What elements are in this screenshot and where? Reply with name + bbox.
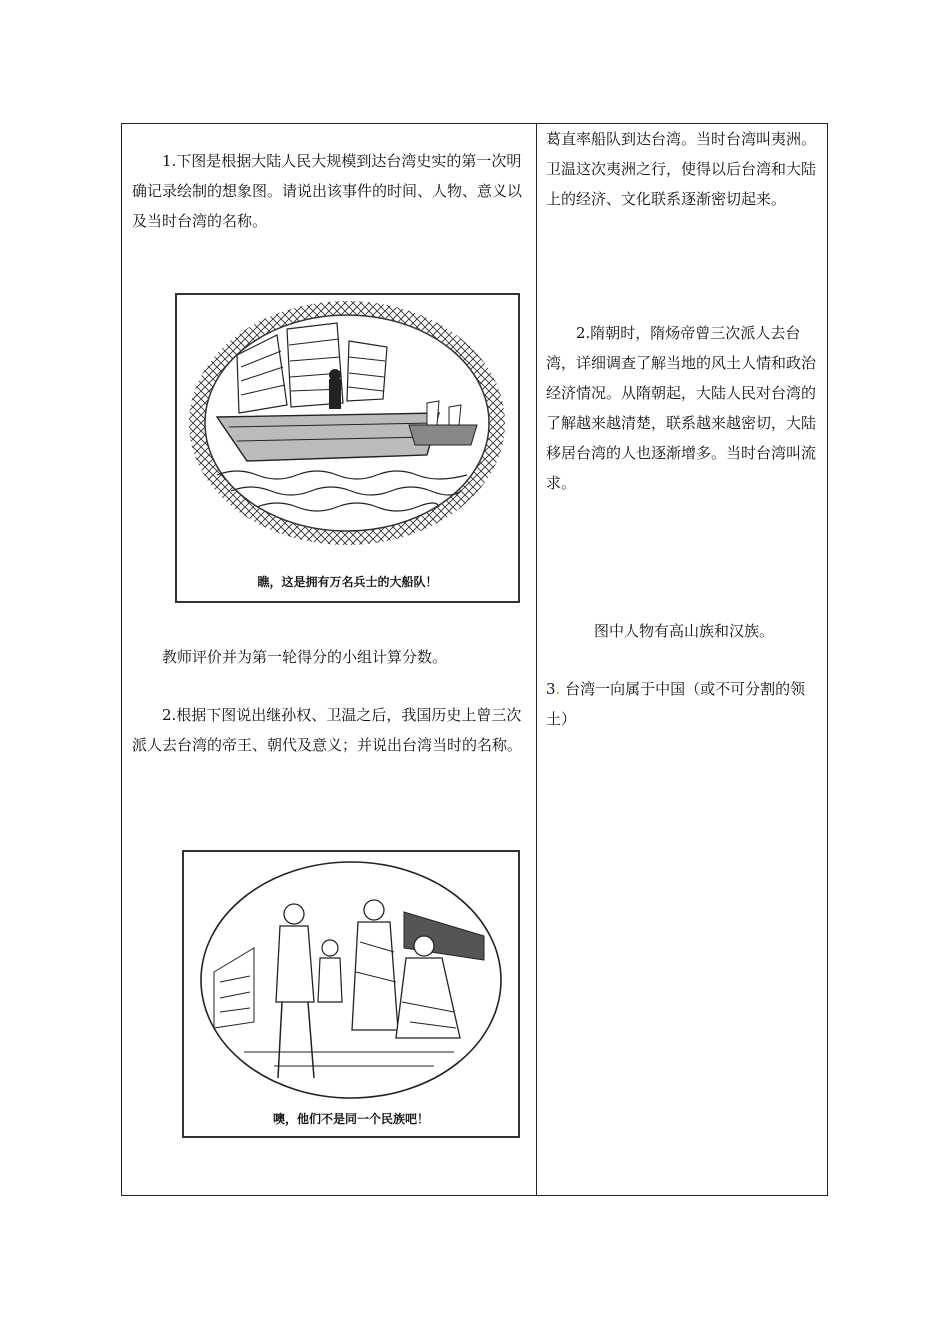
answer-1-continued: 葛直率船队到达台湾。当时台湾叫夷洲。卫温这次夷洲之行，使得以后台湾和大陆上的经济、文化联系逐渐密切起来。 — [546, 130, 817, 208]
teacher-evaluation-note: 教师评价并为第一轮得分的小组计算分数。 — [162, 648, 448, 666]
answer-3 — [546, 674, 822, 734]
people-illustration-image — [184, 852, 518, 1136]
answer-3-text: 台湾一向属于中国（或不可分割的领土） — [546, 680, 806, 728]
answer-3-number: 3 — [546, 680, 556, 698]
answer-2: 2.隋朝时，隋炀帝曾三次派人去台湾，详细调查了解当地的风土人情和政治经济情况。从隋朝起，大陆人民对台湾的了解越来越清楚，联系越来越密切，大陆移居台湾的人也逐渐增多。当时台湾叫流求。 — [546, 324, 817, 492]
fleet-illustration-image — [177, 295, 518, 601]
highlight-mark: . — [555, 680, 561, 698]
figure-2-caption: 噢，他们不是同一个民族吧！ — [272, 1112, 429, 1126]
question-2: 2.根据下图说出继孙权、卫温之后，我国历史上曾三次派人去台湾的帝王、朝代及意义；并说出台湾当时的名称。 — [132, 706, 523, 754]
figure-people-illustration — [182, 850, 520, 1138]
column-divider — [536, 124, 537, 1195]
figure-fleet-illustration — [175, 293, 520, 603]
answer-figure-people: 图中人物有高山族和汉族。 — [593, 622, 774, 640]
figure-1-caption: 瞧，这是拥有万名兵士的大船队！ — [257, 575, 438, 589]
content-table — [121, 123, 828, 1196]
question-1: 1.下图是根据大陆人民大规模到达台湾史实的第一次明确记录绘制的想象图。请说出该事件的时间、人物、意义以及当时台湾的名称。 — [132, 152, 523, 230]
